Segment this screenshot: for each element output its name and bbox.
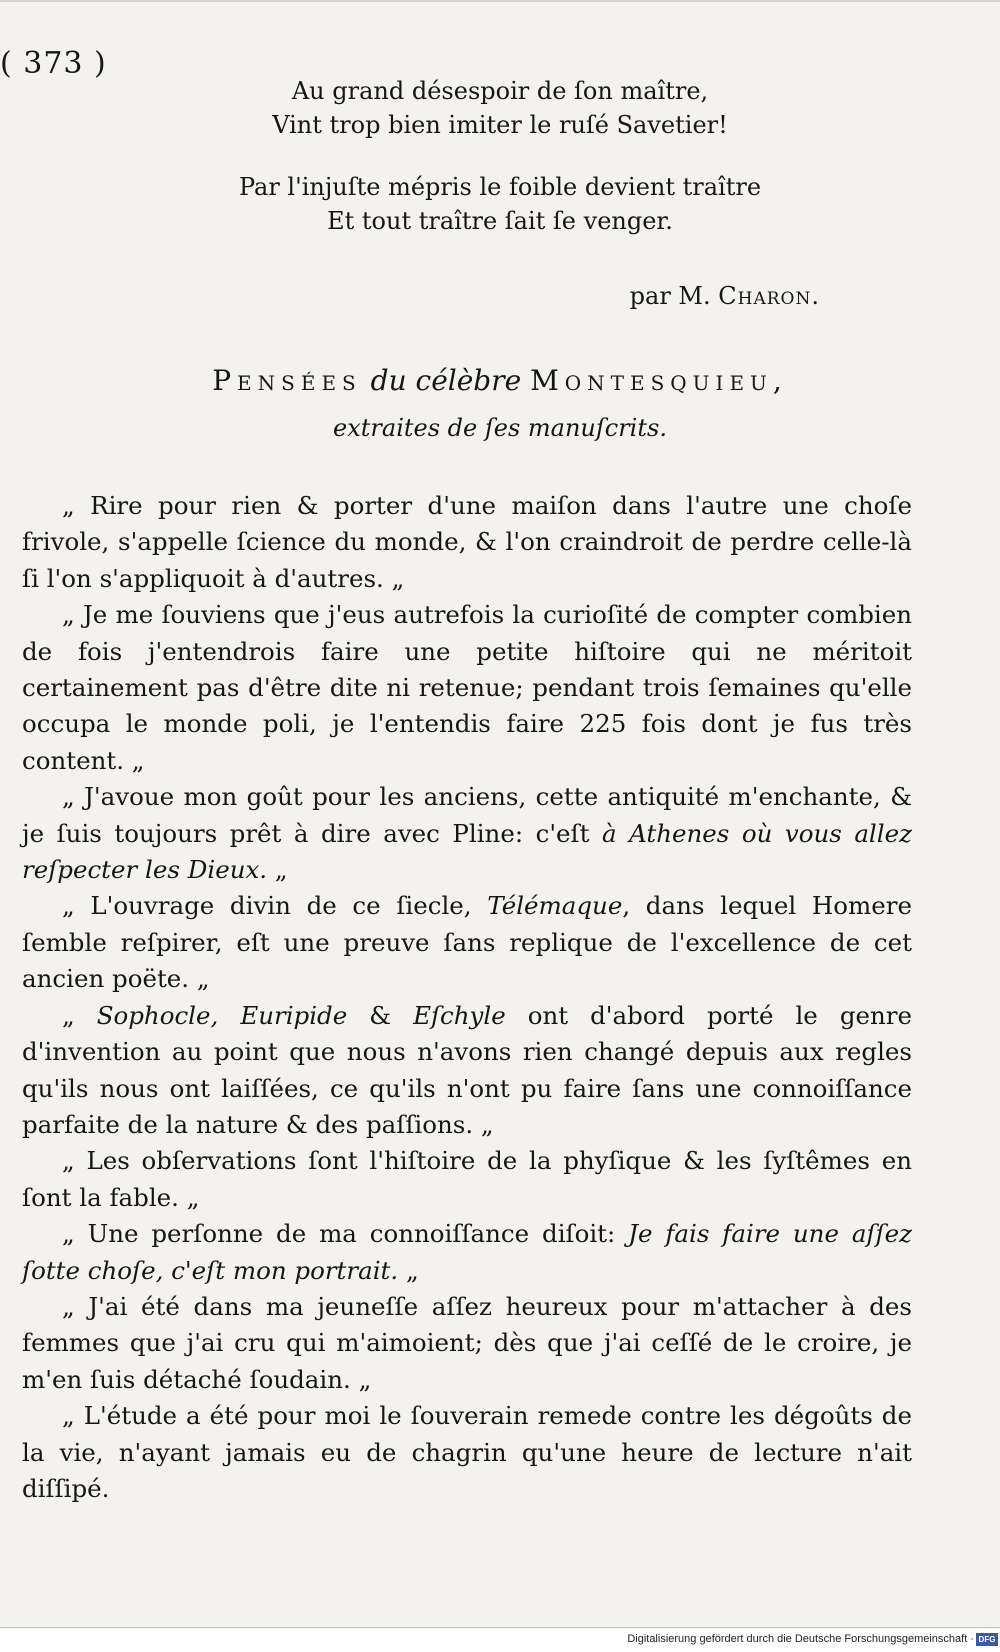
italic-names: Sophocle, Euripide [96,1000,348,1030]
paragraph-text: & [369,1000,392,1030]
verse-line: Au grand désespoir de ſon maître, [291,77,709,105]
paragraph-text: , dans lequel Homere ſemble reſpirer, eſt une preuve ſans replique de l'excellence de cet ancien poëte. „ [22,891,912,994]
verse-line: Vint trop bien imiter le ruſé Savetier! [272,111,728,139]
heading-middle: du célèbre [370,364,522,397]
paragraph [22,888,912,997]
paragraph: „ Rire pour rien & porter d'une maiſon dans l'autre une choſe frivole, s'appelle ſcience du monde, & l'on craindroit de perdre celle-là ſi l'on s'appliquoit à d'autres. „ [22,491,912,593]
paragraph-text: „ [274,855,288,885]
paragraph: „ Les obſervations ſont l'hiſtoire de la phyſique & les ſyſtêmes en ſont la fable. „ [22,1146,912,1212]
paragraph-text: „ [405,1255,419,1285]
verse-stanza-1 [0,74,1000,142]
italic-names: Eſchyle [413,1000,506,1030]
paragraph-text: „ L'ouvrage divin de ce ſiecle, [62,891,472,921]
paragraph: „ Je me ſouviens que j'eus autrefois la curioſité de compter combien de fois j'entendrois faire une petite hiſtoire qui ne méritoit certainement pas d'être dite ni retenue; pendant trois ſemaines qu'elle occupa le monde poli, je l'entendis faire 225 fois dont je fus très content. „ [22,600,912,775]
body-text [22,488,912,1507]
paragraph-text: „ J'avoue mon goût pour les anciens, cette antiquité m'enchante, & je ſuis toujours prêt à dire avec Pline: c'eſt [22,782,912,848]
digitization-footer [0,1627,1000,1652]
paragraph [22,998,912,1144]
signature-name: Charon. [718,282,820,310]
footer-credit: Digitalisierung gefördert durch die Deutsche Forschungsgemeinschaft · [627,1633,974,1645]
dfg-logo: DFG [976,1633,998,1646]
paragraph-text: ont d'abord porté le genre d'invention au point que nous n'avons rien changé depuis aux regles qu'ils nous ont laiſſées, ce qu'ils n'ont pu faire ſans une connoiſſance parfaite de la nature & des paſſions. „ [22,1000,912,1139]
paragraph-text: „ [62,1000,75,1030]
verse-line: Et tout traître ſait ſe venger. [327,207,673,235]
verse-stanza-2 [0,170,1000,238]
italic-quote: à Athenes où vous allez reſpecter les Dieux. [22,818,912,885]
italic-title: Télémaque [487,891,623,921]
page-number: ( 373 ) [0,46,107,81]
paragraph: „ L'étude a été pour moi le ſouverain remede contre les dégoûts de la vie, n'ayant jamais eu de chagrin qu'une heure de lecture n'ait diſſipé. [22,1401,912,1503]
paragraph-text: „ Une perſonne de ma connoiſſance diſoit: [62,1219,616,1249]
signature-prefix: par M. [629,282,711,310]
section-heading [0,364,1000,397]
paragraph [22,779,912,888]
heading-word-1: Pensées [212,364,362,397]
section-subtitle: extraites de ſes manuſcrits. [333,414,667,442]
italic-quote: Je fais faire une aſſez ſotte choſe, c'eſt mon portrait. [22,1219,912,1285]
paragraph [22,1216,912,1289]
heading-word-2: Montesquieu, [530,364,788,397]
author-signature [630,282,820,310]
paragraph: „ J'ai été dans ma jeuneſſe aſſez heureux pour m'attacher à des femmes que j'ai cru qui m'aimoient; dès que j'ai ceſſé de le croire, je m'en ſuis détaché ſoudain. „ [22,1291,912,1394]
verse-line: Par l'injuſte mépris le foible devient traître [238,173,762,201]
